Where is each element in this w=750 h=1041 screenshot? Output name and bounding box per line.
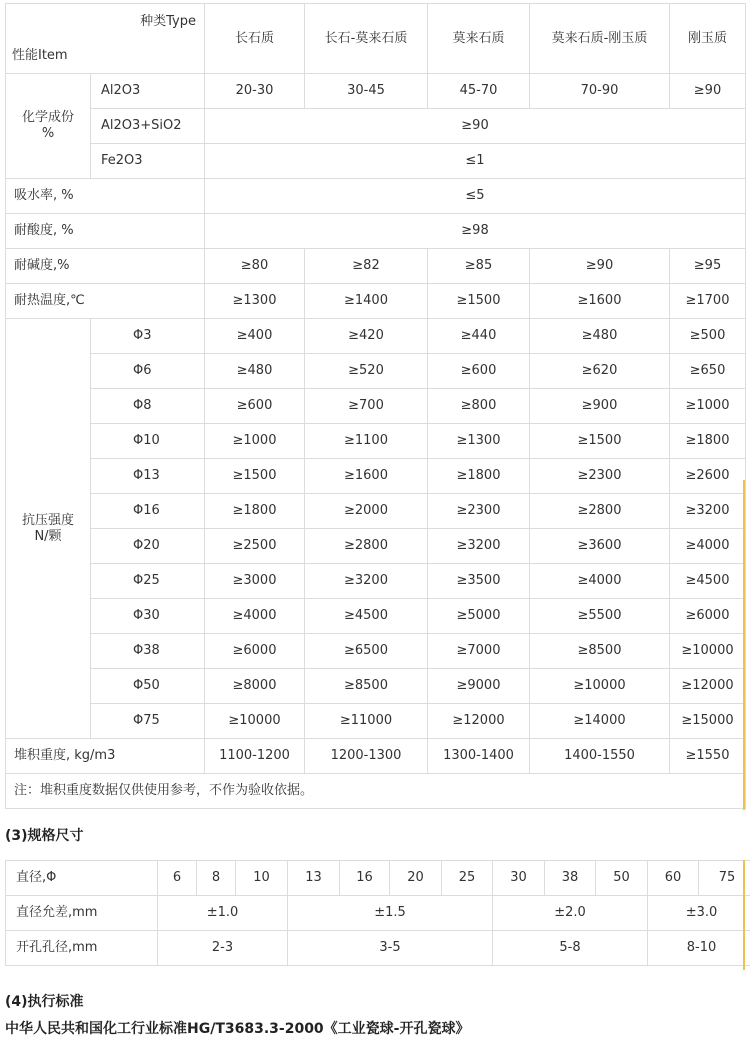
- table-cell: 2-3: [158, 931, 288, 966]
- row-label: 耐热温度,℃: [6, 284, 205, 319]
- table-cell: 1300-1400: [428, 739, 530, 774]
- table-cell: ≥7000: [428, 634, 530, 669]
- column-header: 刚玉质: [670, 4, 746, 74]
- table-cell: 20-30: [205, 74, 305, 109]
- type-item-header: [6, 4, 205, 74]
- table-cell: 1200-1300: [305, 739, 428, 774]
- table-cell: 13: [288, 861, 340, 896]
- table-cell: ≤5: [205, 179, 746, 214]
- table-cell: ≥520: [305, 354, 428, 389]
- table-cell: ≥90: [670, 74, 746, 109]
- table-cell: ≥700: [305, 389, 428, 424]
- table-cell: 75: [699, 861, 750, 896]
- table-cell: ≥3500: [428, 564, 530, 599]
- table-cell: ≥10000: [530, 669, 670, 704]
- table-cell: ≥90: [205, 109, 746, 144]
- row-label: 吸水率, %: [6, 179, 205, 214]
- diameter-label: Φ13: [91, 459, 205, 494]
- table-cell: ≥420: [305, 319, 428, 354]
- type-header-label: 种类Type: [140, 13, 196, 29]
- row-label: 直径,Φ: [6, 861, 158, 896]
- scroll-indicator: [743, 480, 745, 810]
- diameter-label: Φ10: [91, 424, 205, 459]
- table-cell: ≥8500: [530, 634, 670, 669]
- table-cell: ≥480: [205, 354, 305, 389]
- table-cell: ±1.0: [158, 896, 288, 931]
- table-cell: 5-8: [493, 931, 648, 966]
- table-cell: 38: [545, 861, 596, 896]
- table-cell: 1400-1550: [530, 739, 670, 774]
- diameter-label: Φ20: [91, 529, 205, 564]
- table-cell: ≥10000: [670, 634, 746, 669]
- table-cell: 3-5: [288, 931, 493, 966]
- table-cell: 20: [390, 861, 442, 896]
- table-cell: ≥1550: [670, 739, 746, 774]
- table-cell: ≥1400: [305, 284, 428, 319]
- row-label: Al2O3: [91, 74, 205, 109]
- row-label: 耐酸度, %: [6, 214, 205, 249]
- table-cell: ≥600: [205, 389, 305, 424]
- column-header: 长石质: [205, 4, 305, 74]
- table-cell: ±1.5: [288, 896, 493, 931]
- table-cell: ±3.0: [648, 896, 750, 931]
- table-cell: 25: [442, 861, 493, 896]
- table-cell: ≥6000: [670, 599, 746, 634]
- table-cell: ≥1800: [670, 424, 746, 459]
- table-cell: ≥3000: [205, 564, 305, 599]
- table-cell: 45-70: [428, 74, 530, 109]
- table-cell: ≥1500: [428, 284, 530, 319]
- diameter-label: Φ8: [91, 389, 205, 424]
- table-cell: ≥1700: [670, 284, 746, 319]
- row-label: 堆积重度, kg/m3: [6, 739, 205, 774]
- table-cell: ≥2300: [530, 459, 670, 494]
- item-header-label: 性能Item: [12, 47, 68, 63]
- table-cell: ≥1000: [205, 424, 305, 459]
- table-cell: ≥11000: [305, 704, 428, 739]
- table-cell: ≥95: [670, 249, 746, 284]
- table-cell: ≥2000: [305, 494, 428, 529]
- diameter-label: Φ16: [91, 494, 205, 529]
- table-cell: 10: [236, 861, 288, 896]
- table-cell: ≥3600: [530, 529, 670, 564]
- table-cell: ≥900: [530, 389, 670, 424]
- table-cell: ≥82: [305, 249, 428, 284]
- diameter-label: Φ3: [91, 319, 205, 354]
- table-cell: ≥5000: [428, 599, 530, 634]
- table-cell: ≥440: [428, 319, 530, 354]
- table-cell: ≥2500: [205, 529, 305, 564]
- table-cell: ≥4000: [670, 529, 746, 564]
- table-cell: ≥3200: [670, 494, 746, 529]
- table-cell: 70-90: [530, 74, 670, 109]
- table-cell: ≥98: [205, 214, 746, 249]
- chem-composition-label: [6, 74, 91, 179]
- performance-table: [5, 3, 746, 809]
- spec-table: [5, 860, 750, 966]
- table-cell: ≥1600: [530, 284, 670, 319]
- table-cell: 1100-1200: [205, 739, 305, 774]
- row-label: 直径允差,mm: [6, 896, 158, 931]
- table-cell: 6: [158, 861, 197, 896]
- table-cell: ≥400: [205, 319, 305, 354]
- table-note: 注：堆积重度数据仅供使用参考，不作为验收依据。: [6, 774, 746, 809]
- table-cell: ≥14000: [530, 704, 670, 739]
- table-cell: ≥2300: [428, 494, 530, 529]
- diameter-label: Φ38: [91, 634, 205, 669]
- table-cell: ≥3200: [428, 529, 530, 564]
- diameter-label: Φ6: [91, 354, 205, 389]
- table-cell: ≥85: [428, 249, 530, 284]
- table-cell: ≥480: [530, 319, 670, 354]
- row-label: Al2O3+SiO2: [91, 109, 205, 144]
- table-cell: ≥1800: [205, 494, 305, 529]
- section-title-standard: (4)执行标准: [5, 994, 84, 1010]
- table-cell: 60: [648, 861, 699, 896]
- table-cell: ≤1: [205, 144, 746, 179]
- table-cell: 8-10: [648, 931, 750, 966]
- table-cell: ≥3200: [305, 564, 428, 599]
- table-cell: ≥1300: [205, 284, 305, 319]
- column-header: 莫来石质: [428, 4, 530, 74]
- table-cell: ≥1600: [305, 459, 428, 494]
- table-cell: ≥4500: [305, 599, 428, 634]
- table-cell: ≥5500: [530, 599, 670, 634]
- strength-label: [6, 319, 91, 739]
- table-cell: ≥8000: [205, 669, 305, 704]
- row-label: 耐碱度,%: [6, 249, 205, 284]
- table-cell: ≥1300: [428, 424, 530, 459]
- table-cell: ≥9000: [428, 669, 530, 704]
- table-cell: 30-45: [305, 74, 428, 109]
- table-cell: ≥1500: [205, 459, 305, 494]
- table-cell: ±2.0: [493, 896, 648, 931]
- table-cell: ≥8500: [305, 669, 428, 704]
- diameter-label: Φ25: [91, 564, 205, 599]
- strength-unit: N/颗: [34, 528, 62, 544]
- table-cell: ≥6000: [205, 634, 305, 669]
- table-cell: 16: [340, 861, 390, 896]
- table-cell: ≥800: [428, 389, 530, 424]
- standard-text: 中华人民共和国化工行业标准HG/T3683.3-2000《工业瓷球-开孔瓷球》: [5, 1021, 470, 1037]
- chem-unit: %: [41, 126, 55, 141]
- table-cell: ≥2600: [670, 459, 746, 494]
- row-label: 开孔孔径,mm: [6, 931, 158, 966]
- table-cell: ≥2800: [530, 494, 670, 529]
- table-cell: ≥4000: [530, 564, 670, 599]
- table-cell: ≥15000: [670, 704, 746, 739]
- table-cell: ≥10000: [205, 704, 305, 739]
- strength-label-text: 抗压强度: [21, 512, 74, 528]
- section-title-spec: (3)规格尺寸: [5, 828, 84, 844]
- column-header: 莫来石质-刚玉质: [530, 4, 670, 74]
- diameter-label: Φ30: [91, 599, 205, 634]
- table-cell: ≥1800: [428, 459, 530, 494]
- row-label: Fe2O3: [91, 144, 205, 179]
- table-cell: 50: [596, 861, 648, 896]
- table-cell: ≥80: [205, 249, 305, 284]
- table-cell: ≥12000: [670, 669, 746, 704]
- table-cell: ≥90: [530, 249, 670, 284]
- diameter-label: Φ75: [91, 704, 205, 739]
- chem-label: 化学成份: [21, 110, 74, 125]
- table-cell: ≥1500: [530, 424, 670, 459]
- table-cell: ≥4500: [670, 564, 746, 599]
- table-cell: ≥1100: [305, 424, 428, 459]
- table-cell: ≥2800: [305, 529, 428, 564]
- table-cell: ≥12000: [428, 704, 530, 739]
- table-cell: ≥500: [670, 319, 746, 354]
- table-cell: ≥600: [428, 354, 530, 389]
- table-cell: 30: [493, 861, 545, 896]
- table-cell: ≥4000: [205, 599, 305, 634]
- table-cell: ≥6500: [305, 634, 428, 669]
- scroll-indicator: [743, 860, 745, 970]
- table-cell: 8: [197, 861, 236, 896]
- table-cell: ≥1000: [670, 389, 746, 424]
- diameter-label: Φ50: [91, 669, 205, 704]
- column-header: 长石-莫来石质: [305, 4, 428, 74]
- table-cell: ≥650: [670, 354, 746, 389]
- table-cell: ≥620: [530, 354, 670, 389]
